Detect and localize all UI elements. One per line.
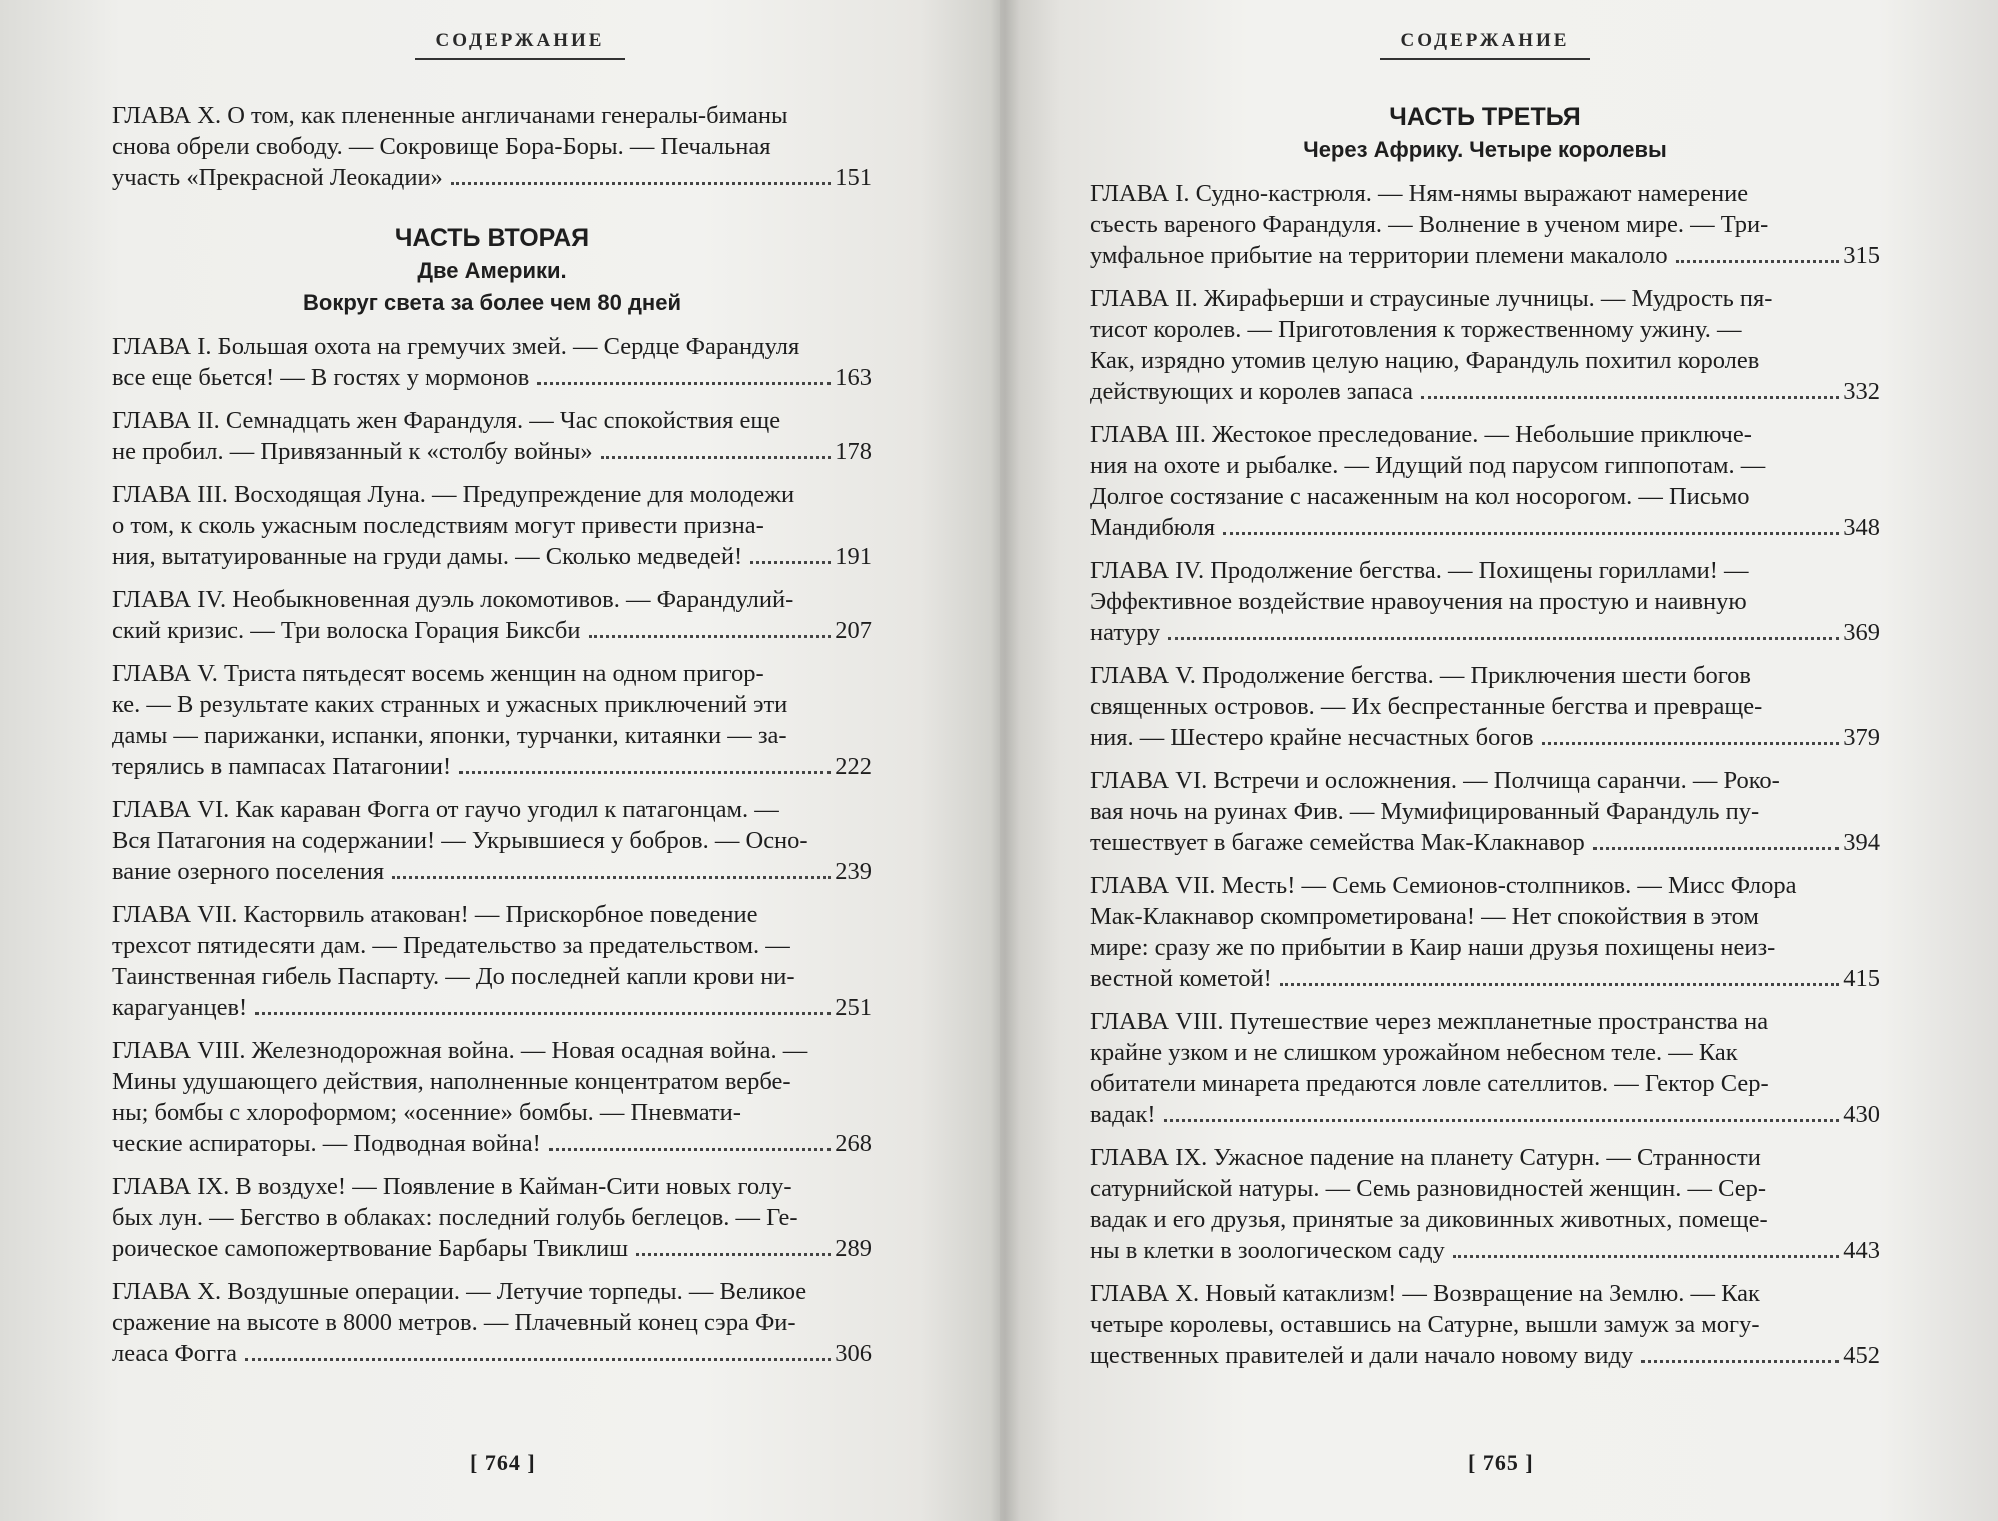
entry-line: дамы — парижанки, испанки, японки, турчанки, китаянки — за- (112, 722, 787, 749)
entry-line: Мак-Клакнавор скомпрометирована! — Нет спокойствия в этом (1090, 903, 1759, 930)
dot-leader (549, 1147, 831, 1151)
page-number: 251 (835, 994, 872, 1021)
entry-line: сатурнийской натуры. — Семь разновидностей женщин. — Сер- (1090, 1175, 1766, 1202)
entry-line: тисот королев. — Приготовления к торжественному ужину. — (1090, 316, 1742, 343)
toc-entry (1090, 870, 1880, 994)
toc-entry (1090, 555, 1880, 648)
page-number: 163 (835, 364, 872, 391)
entry-last-line (1090, 1340, 1880, 1371)
toc-content (1090, 100, 1880, 1371)
entry-text: натуру (1090, 619, 1161, 646)
dot-leader (245, 1357, 831, 1361)
entry-text: ны в клетки в зоологическом саду (1090, 1237, 1445, 1264)
toc-entry (112, 899, 872, 1023)
page-folio: [ 765 ] (1468, 1450, 1534, 1475)
entry-line: ГЛАВА VII. Касторвиль атакован! — Прискорбное поведение (112, 901, 758, 928)
toc-entry (112, 479, 872, 572)
entry-line: ГЛАВА IV. Продолжение бегства. — Похищены гориллами! — (1090, 557, 1749, 584)
toc-entry (1090, 1278, 1880, 1371)
entry-last-line (1090, 376, 1880, 407)
entry-last-line (1090, 512, 1880, 543)
entry-last-line (112, 362, 872, 393)
dot-leader (1280, 982, 1839, 986)
page-number: 207 (835, 617, 872, 644)
dot-leader (750, 560, 831, 564)
entry-line: вая ночь на руинах Фив. — Мумифицированный Фарандуль пу- (1090, 798, 1760, 825)
dot-leader (1421, 395, 1839, 399)
entry-line: священных островов. — Их беспрестанные бегства и превраще- (1090, 693, 1763, 720)
page-number: 151 (835, 164, 872, 191)
part-heading (112, 221, 872, 319)
entry-last-line (1090, 722, 1880, 753)
toc-entry (112, 658, 872, 782)
entry-line: мире: сразу же по прибытии в Каир наши друзья похищены неиз- (1090, 934, 1776, 961)
page-number: 332 (1843, 378, 1880, 405)
entry-line: ГЛАВА IX. В воздухе! — Появление в Кайман-Сити новых голу- (112, 1173, 792, 1200)
entry-text: щественных правителей и дали начало новому виду (1090, 1342, 1634, 1369)
part-title: ЧАСТЬ ТРЕТЬЯ (1389, 103, 1581, 131)
entry-last-line (112, 992, 872, 1023)
page-number: 222 (835, 753, 872, 780)
entry-last-line (112, 615, 872, 646)
toc-entry (112, 584, 872, 646)
entry-text: вание озерного поселения (112, 858, 385, 885)
entry-line: ГЛАВА X. О том, как плененные англичанами генералы-биманы (112, 102, 788, 129)
entry-line: ГЛАВА V. Продолжение бегства. — Приключения шести богов (1090, 662, 1751, 689)
entry-line: сражение на высоте в 8000 метров. — Плачевный конец сэра Фи- (112, 1309, 796, 1336)
entry-line: ГЛАВА VIII. Железнодорожная война. — Новая осадная война. — (112, 1037, 808, 1064)
entry-last-line (112, 751, 872, 782)
page-number: 315 (1843, 242, 1880, 269)
entry-line: ГЛАВА III. Жестокое преследование. — Небольшие приключе- (1090, 421, 1752, 448)
entry-line: ке. — В результате каких странных и ужасных приключений эти (112, 691, 788, 718)
entry-line: ГЛАВА VI. Встречи и осложнения. — Полчища саранчи. — Роко- (1090, 767, 1780, 794)
page-number: 268 (835, 1130, 872, 1157)
entry-text: ния, вытатуированные на груди дамы. — Сколько медведей! (112, 543, 743, 570)
entry-line: вадак и его друзья, принятые за диковинных животных, помеще- (1090, 1206, 1768, 1233)
dot-leader (1168, 636, 1839, 640)
page-number: 289 (835, 1235, 872, 1262)
entry-line: ГЛАВА V. Триста пятьдесят восемь женщин на одном пригор- (112, 660, 764, 687)
entry-text: ния. — Шестеро крайне несчастных богов (1090, 724, 1534, 751)
entry-text: карагуанцев! (112, 994, 248, 1021)
page-folio: [ 764 ] (470, 1450, 536, 1475)
dot-leader (1676, 259, 1840, 263)
entry-text: действующих и королев запаса (1090, 378, 1414, 405)
running-head: СОДЕРЖАНИЕ (1380, 30, 1590, 60)
entry-last-line (1090, 827, 1880, 858)
dot-leader (451, 181, 831, 185)
dot-leader (392, 875, 831, 879)
dot-leader (636, 1252, 831, 1256)
entry-line: ГЛАВА VI. Как караван Фогга от гаучо угодил к патагонцам. — (112, 796, 779, 823)
entry-line: Как, изрядно утомив целую нацию, Фарандуль похитил королев (1090, 347, 1760, 374)
entry-text: все еще бьется! — В гостях у мормонов (112, 364, 530, 391)
entry-last-line (112, 436, 872, 467)
entry-line: Мины удушающего действия, наполненные концентратом вербе- (112, 1068, 791, 1095)
page-number: 369 (1843, 619, 1880, 646)
entry-line: снова обрели свободу. — Сокровище Бора-Боры. — Печальная (112, 133, 771, 160)
entry-text: тешествует в багаже семейства Мак-Клакнавор (1090, 829, 1585, 856)
entry-line: ГЛАВА II. Жирафьерши и страусиные лучницы. — Мудрость пя- (1090, 285, 1773, 312)
entry-line: ГЛАВА IV. Необыкновенная дуэль локомотивов. — Фарандулий- (112, 586, 794, 613)
page-number: 452 (1843, 1342, 1880, 1369)
entry-last-line (112, 1128, 872, 1159)
toc-entry (112, 405, 872, 467)
entry-line: четыре королевы, оставшись на Сатурне, вышли замуж за могу- (1090, 1311, 1760, 1338)
entry-last-line (112, 162, 872, 193)
toc-entry (112, 1171, 872, 1264)
toc-entry (1090, 283, 1880, 407)
entry-text: вадак! (1090, 1101, 1156, 1128)
dot-leader (1453, 1254, 1839, 1258)
toc-list (1090, 178, 1880, 1371)
page-number: 394 (1843, 829, 1880, 856)
entry-line: ГЛАВА III. Восходящая Луна. — Предупреждение для молодежи (112, 481, 795, 508)
dot-leader (459, 770, 831, 774)
entry-line: съесть вареного Фарандуля. — Волнение в ученом мире. — Три- (1090, 211, 1769, 238)
entry-text: ческие аспираторы. — Подводная война! (112, 1130, 541, 1157)
dot-leader (1641, 1359, 1839, 1363)
entry-text: не пробил. — Привязанный к «столбу войны» (112, 438, 593, 465)
entry-text: ский кризис. — Три волоска Горация Биксби (112, 617, 581, 644)
entry-line: трехсот пятидесяти дам. — Предательство за предательством. — (112, 932, 790, 959)
entry-text: роическое самопожертвование Барбары Твиклиш (112, 1235, 629, 1262)
page-number: 348 (1843, 514, 1880, 541)
toc-entry (1090, 1142, 1880, 1266)
toc-entry (112, 794, 872, 887)
entry-last-line (1090, 1235, 1880, 1266)
entry-text: умфальное прибытие на территории племени макалоло (1090, 242, 1668, 269)
entry-line: Таинственная гибель Паспарту. — До последней капли крови ни- (112, 963, 795, 990)
entry-line: Вся Патагония на содержании! — Укрывшиеся у бобров. — Осно- (112, 827, 808, 854)
entry-line: ния на охоте и рыбалке. — Идущий под парусом гиппопотам. — (1090, 452, 1766, 479)
entry-last-line (112, 1233, 872, 1264)
entry-line: бых лун. — Бегство в облаках: последний голубь беглецов. — Ге- (112, 1204, 798, 1231)
entry-last-line (112, 541, 872, 572)
toc-entry (1090, 178, 1880, 271)
entry-text: вестной кометой! (1090, 965, 1272, 992)
entry-last-line (1090, 1099, 1880, 1130)
entry-last-line (112, 856, 872, 887)
dot-leader (1223, 531, 1839, 535)
entry-line: ГЛАВА X. Воздушные операции. — Летучие торпеды. — Великое (112, 1278, 807, 1305)
entry-text: Мандибюля (1090, 514, 1216, 541)
page-number: 191 (835, 543, 872, 570)
part-title: ЧАСТЬ ВТОРАЯ (394, 224, 590, 252)
toc-entry (1090, 660, 1880, 753)
dot-leader (1593, 846, 1840, 850)
part-subtitle: Две Америки. (417, 258, 567, 283)
entry-last-line (1090, 963, 1880, 994)
toc-entry (112, 100, 872, 193)
entry-line: обитатели минарета предаются ловле сателлитов. — Гектор Сер- (1090, 1070, 1769, 1097)
part-subtitle: Через Африку. Четыре королевы (1303, 137, 1667, 162)
page-number: 306 (835, 1340, 872, 1367)
entry-line: ГЛАВА I. Большая охота на гремучих змей. — Сердце Фарандуля (112, 333, 800, 360)
right-page (1000, 0, 1998, 1521)
entry-line: ГЛАВА II. Семнадцать жен Фарандуля. — Час спокойствия еще (112, 407, 781, 434)
toc-entry (1090, 419, 1880, 543)
toc-entry (112, 1035, 872, 1159)
page-number: 430 (1843, 1101, 1880, 1128)
entry-text: участь «Прекрасной Леокадии» (112, 164, 443, 191)
toc-list (112, 331, 872, 1369)
dot-leader (537, 381, 831, 385)
toc-entry (1090, 765, 1880, 858)
page-number: 239 (835, 858, 872, 885)
dot-leader (255, 1011, 831, 1015)
entry-line: Долгое состязание с насаженным на кол носорогом. — Письмо (1090, 483, 1750, 510)
dot-leader (589, 634, 832, 638)
page-number: 415 (1843, 965, 1880, 992)
entry-text: леаса Фогга (112, 1340, 238, 1367)
entry-last-line (1090, 240, 1880, 271)
page-number: 443 (1843, 1237, 1880, 1264)
toc-entry (112, 1276, 872, 1369)
running-head: СОДЕРЖАНИЕ (415, 30, 625, 60)
page-number: 379 (1843, 724, 1880, 751)
entry-line: ны; бомбы с хлороформом; «осенние» бомбы. — Пневмати- (112, 1099, 741, 1126)
entry-last-line (112, 1338, 872, 1369)
dot-leader (601, 455, 832, 459)
part-heading (1090, 100, 1880, 166)
toc-entry (1090, 1006, 1880, 1130)
entry-line: ГЛАВА VIII. Путешествие через межпланетные пространства на (1090, 1008, 1769, 1035)
toc-content (112, 100, 872, 1369)
toc-entry (112, 331, 872, 393)
entry-line: крайне узком и не слишком урожайном небесном теле. — Как (1090, 1039, 1738, 1066)
entry-line: ГЛАВА IX. Ужасное падение на планету Сатурн. — Странности (1090, 1144, 1761, 1171)
page-number: 178 (835, 438, 872, 465)
dot-leader (1542, 741, 1840, 745)
dot-leader (1164, 1118, 1840, 1122)
entry-line: о том, к сколь ужасным последствиям могут привести призна- (112, 512, 764, 539)
entry-line: ГЛАВА VII. Месть! — Семь Семионов-столпников. — Мисс Флора (1090, 872, 1797, 899)
part-subtitle: Вокруг света за более чем 80 дней (303, 290, 681, 315)
entry-line: ГЛАВА X. Новый катаклизм! — Возвращение на Землю. — Как (1090, 1280, 1760, 1307)
entry-last-line (1090, 617, 1880, 648)
entry-line: Эффективное воздействие нравоучения на простую и наивную (1090, 588, 1747, 615)
entry-text: терялись в пампасах Патагонии! (112, 753, 452, 780)
entry-line: ГЛАВА I. Судно-кастрюля. — Ням-нямы выражают намерение (1090, 180, 1749, 207)
